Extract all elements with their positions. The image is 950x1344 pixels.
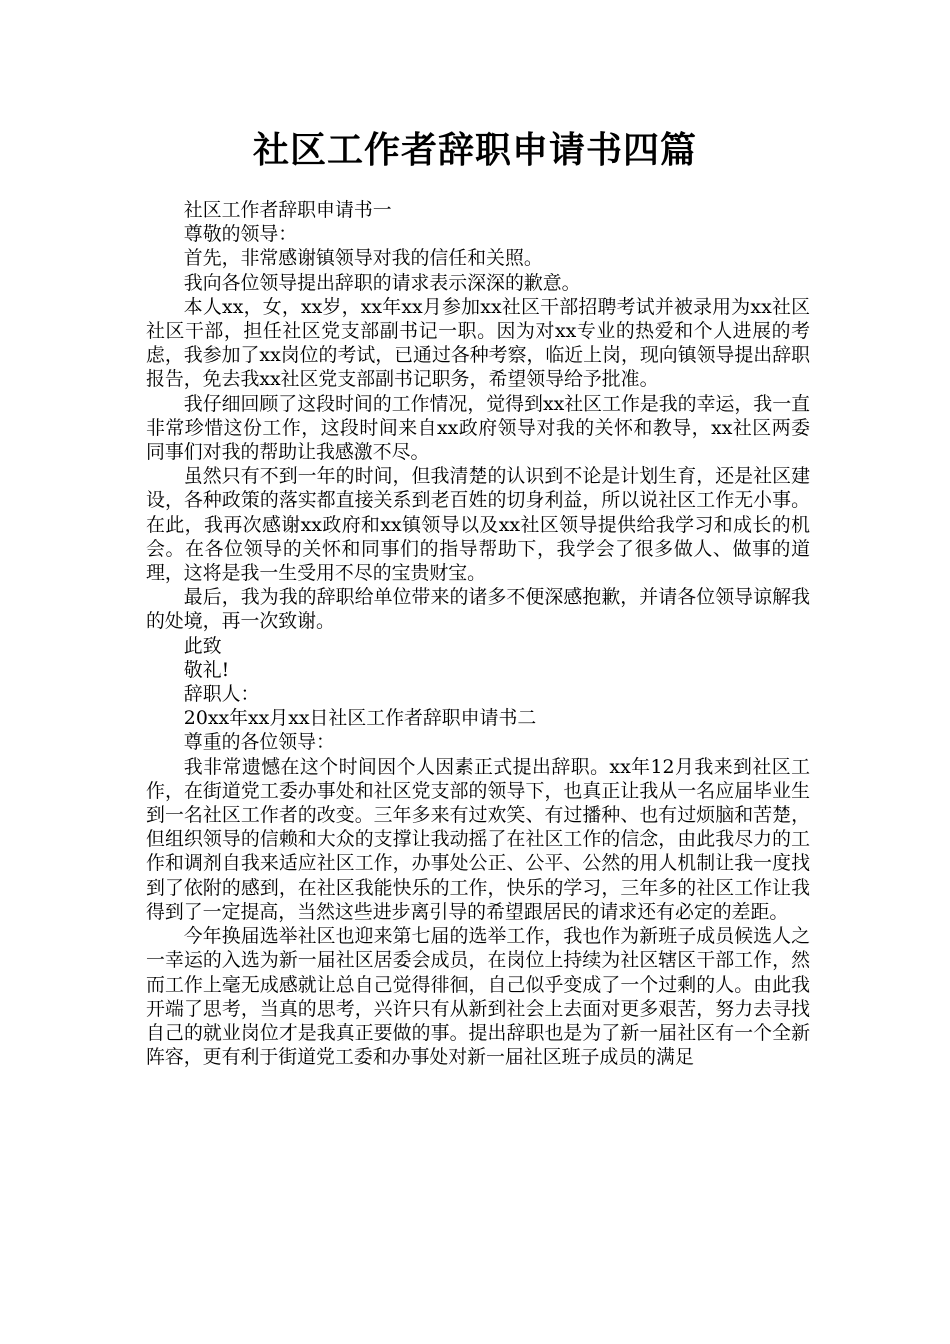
- paragraph: 最后，我为我的辞职给单位带来的诸多不便深感抱歉，并请各位领导谅解我的处境，再一次致谢。: [146, 586, 810, 633]
- paragraph: 首先，非常感谢镇领导对我的信任和关照。: [183, 247, 543, 270]
- paragraph: 尊敬的领导：: [183, 223, 298, 246]
- paragraph: 今年换届选举社区也迎来第七届的选举工作，我也作为新班子成员候选人之一幸运的入选为新一届社区居委会成员，在岗位上持续为社区辖区干部工作，然而工作上毫无成感就让总自己觉得徘徊，自己似乎变成了一个过剩的人。由此我开端了思考，当真的思考，兴许只有从新到社会上去面对更多艰苦，努力去寻找自己的就业岗位才是我真正要做的事。提出辞职也是为了新一届社区有一个全新阵容，更有利于街道党工委和办事处对新一届社区班子成员的满足: [146, 925, 810, 1069]
- document-title: 社区工作者辞职申请书四篇: [252, 130, 697, 171]
- paragraph: 敬礼!: [183, 658, 230, 681]
- paragraph: 虽然只有不到一年的时间，但我清楚的认识到不论是计划生育，还是社区建设，各种政策的落实都直接关系到老百姓的切身利益，所以说社区工作无小事。在此，我再次感谢xx政府和xx镇领导以及xx社区领导提供给我学习和成长的机会。在各位领导的关怀和同事们的指导帮助下，我学会了很多做人、做事的道理，这将是我一生受用不尽的宝贵财宝。: [146, 465, 810, 585]
- paragraph: 辞职人：: [183, 683, 260, 706]
- paragraph: 我仔细回顾了这段时间的工作情况，觉得到xx社区工作是我的幸运，我一直非常珍惜这份工作，这段时间来自xx政府领导对我的关怀和教导，xx社区两委同事们对我的帮助让我感激不尽。: [146, 392, 810, 464]
- paragraph: 尊重的各位领导：: [183, 731, 335, 754]
- paragraph: 我向各位领导提出辞职的请求表示深深的歉意。: [183, 271, 581, 294]
- paragraph: 本人xx，女，xx岁，xx年xx月参加xx社区干部招聘考试并被录用为xx社区社区干部，担任社区党支部副书记一职。因为对xx专业的热爱和个人进展的考虑，我参加了xx岗位的考试，已通过各种考察，临近上岗，现向镇领导提出辞职报告，免去我xx社区党支部副书记职务，希望领导给予批准。: [146, 295, 810, 391]
- paragraph: 此致: [183, 634, 222, 657]
- document-body: [146, 198, 810, 1069]
- paragraph: 社区工作者辞职申请书一: [183, 199, 392, 221]
- paragraph: 我非常遗憾在这个时间因个人因素正式提出辞职。xx年12月我来到社区工作，在街道党工委办事处和社区党支部的领导下，也真正让我从一名应届毕业生到一名社区工作者的改变。三年多来有过欢笑、有过播种、也有过烦脑和苦楚，但组织领导的信赖和大众的支撑让我动摇了在社区工作的信念，由此我尽力的工作和调剂自我来适应社区工作，办事处公正、公平、公然的用人机制让我一度找到了依附的感到，在社区我能快乐的工作，快乐的学习，三年多的社区工作让我得到了一定提高，当然这些进步离引导的希望跟居民的请求还有必定的差距。: [146, 755, 810, 923]
- paragraph: 20xx年xx月xx日社区工作者辞职申请书二: [183, 707, 537, 730]
